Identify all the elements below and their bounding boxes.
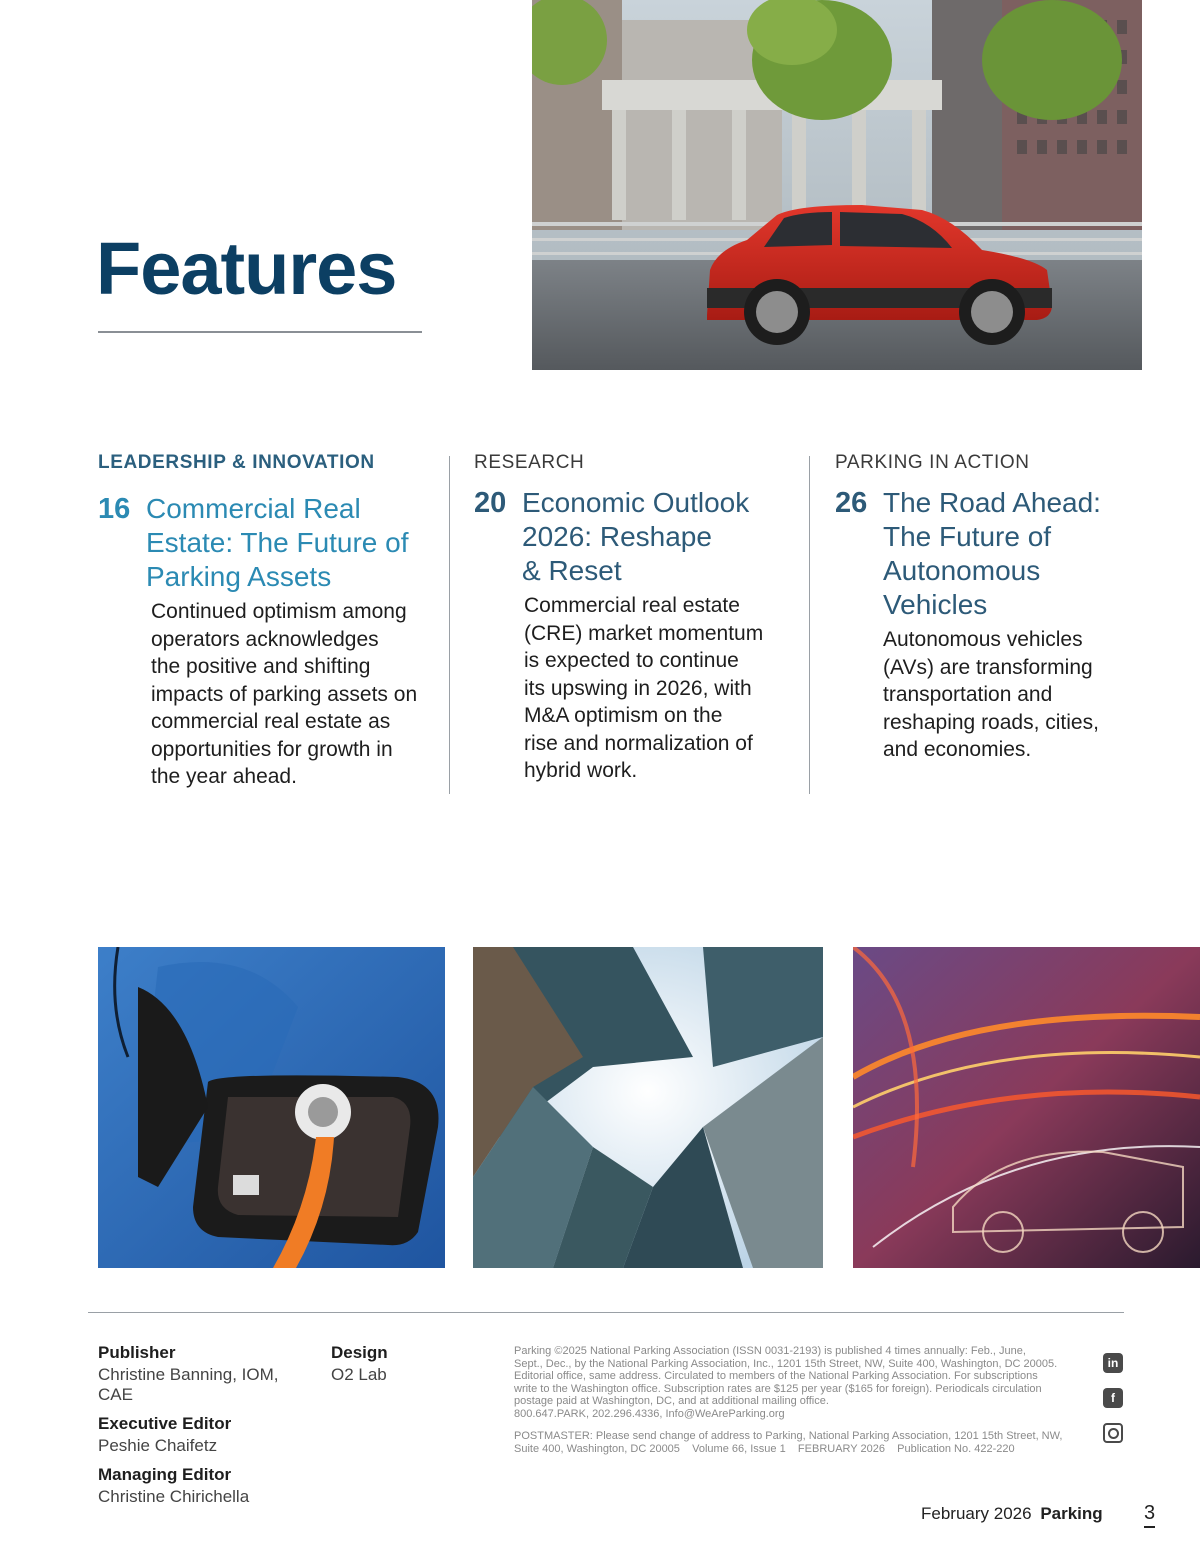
staff-name: Peshie Chaifetz xyxy=(98,1436,218,1455)
description-line: M&A optimism on the xyxy=(524,704,723,727)
section-label: RESEARCH xyxy=(474,452,585,473)
fineprint-line: Parking ©2025 National Parking Association (ISSN 0031-2193) is published 4 times annually: Feb., June, xyxy=(514,1345,1026,1357)
staff-name: Christine Banning, IOM, CAE xyxy=(98,1365,279,1404)
description-line: hybrid work. xyxy=(524,759,638,782)
page-number-folio: 3 xyxy=(1144,1502,1155,1528)
article-title-line: The Future of xyxy=(883,521,1052,552)
publication-info xyxy=(514,1345,1084,1455)
facebook-icon[interactable]: f xyxy=(1103,1388,1123,1408)
linkedin-icon[interactable]: in xyxy=(1103,1353,1123,1373)
staff-role: Design xyxy=(331,1343,388,1362)
article-title[interactable] xyxy=(883,486,1101,622)
feature-column-3 xyxy=(835,452,1125,764)
article-title[interactable] xyxy=(522,486,763,588)
article-description xyxy=(524,592,763,785)
fineprint-line: Editorial office, same address. Circulated to members of the National Parking Association. For subscriptions xyxy=(514,1370,1038,1382)
description-line: operators acknowledges xyxy=(151,627,379,651)
photo-autonomous-vehicle-light-trails xyxy=(853,947,1200,1268)
section-label: PARKING IN ACTION xyxy=(835,452,1030,473)
feature-article-16[interactable] xyxy=(98,492,438,791)
column-divider xyxy=(449,456,450,794)
description-line: commercial real estate as xyxy=(151,710,391,733)
column-divider xyxy=(809,456,810,794)
fineprint-line: 800.647.PARK, 202.296.4336, Info@WeAreParking.org xyxy=(514,1407,785,1420)
article-title-line: Economic Outlook xyxy=(522,487,750,518)
description-line: is expected to continue xyxy=(524,649,739,672)
article-title-line: Commercial Real xyxy=(146,493,361,524)
section-label: LEADERSHIP & INNOVATION xyxy=(98,452,375,473)
staff-name: Christine Chirichella xyxy=(98,1487,250,1506)
issue-date: February 2026 xyxy=(921,1504,1032,1523)
article-title-line: Estate: The Future of xyxy=(146,527,409,558)
article-title-line: Parking Assets xyxy=(146,561,332,592)
description-line: rise and normalization of xyxy=(524,731,753,755)
description-line: its upswing in 2026, with xyxy=(524,676,752,700)
description-line: impacts of parking assets on xyxy=(151,682,418,706)
description-line: the positive and shifting xyxy=(151,655,371,678)
article-title[interactable] xyxy=(146,492,417,594)
description-line: reshaping roads, cities, xyxy=(883,710,1099,734)
description-line: (CRE) market momentum xyxy=(524,621,764,645)
staff-entry xyxy=(98,1414,318,1456)
photo-skyscrapers xyxy=(473,947,823,1268)
description-line: Commercial real estate xyxy=(524,594,740,617)
staff-role: Publisher xyxy=(98,1343,176,1362)
article-title-line: & Reset xyxy=(522,555,622,586)
footer-divider xyxy=(88,1312,1124,1313)
description-line: and economies. xyxy=(883,738,1032,761)
staff-role: Managing Editor xyxy=(98,1465,232,1484)
staff-role: Executive Editor xyxy=(98,1414,232,1433)
page-title: Features xyxy=(96,227,397,310)
staff-entry xyxy=(98,1343,318,1405)
fineprint-line: Suite 400, Washington, DC 20005 Volume 66, Issue 1 FEBRUARY 2026 Publication No. 422-220 xyxy=(514,1442,1015,1455)
staff-entry xyxy=(98,1465,318,1507)
hero-photo-red-suv xyxy=(532,0,1142,370)
page-number: 26 xyxy=(835,487,868,519)
fineprint-line: POSTMASTER: Please send change of address to Parking, National Parking Association, 1201 15th Street, NW, xyxy=(514,1430,1063,1442)
description-line: Continued optimism among xyxy=(151,600,407,623)
staff-name: O2 Lab xyxy=(331,1365,387,1384)
description-line: transportation and xyxy=(883,683,1053,706)
description-line: (AVs) are transforming xyxy=(883,655,1093,679)
photo-ev-charger xyxy=(98,947,445,1268)
fineprint-line: Sept., Dec., by the National Parking Association, Inc., 1201 15th Street, NW, Suite 400, Washington, DC 20005. xyxy=(514,1357,1058,1370)
design-credit xyxy=(331,1343,481,1385)
fineprint-line: postage paid at Washington, DC, and at additional mailing office. xyxy=(514,1395,829,1407)
article-description xyxy=(151,598,417,791)
article-title-line: Vehicles xyxy=(883,589,988,620)
feature-column-1 xyxy=(98,452,438,791)
article-title-line: The Road Ahead: xyxy=(883,487,1101,518)
description-line: Autonomous vehicles xyxy=(883,628,1083,651)
instagram-icon[interactable] xyxy=(1103,1423,1123,1443)
magazine-name: Parking xyxy=(1040,1504,1103,1523)
feature-article-26[interactable] xyxy=(835,486,1125,764)
title-divider xyxy=(98,331,422,333)
staff-box xyxy=(98,1343,318,1507)
article-title-line: 2026: Reshape xyxy=(522,521,712,552)
article-title-line: Autonomous xyxy=(883,555,1041,586)
page-number: 20 xyxy=(474,487,507,519)
page-number: 16 xyxy=(98,493,131,525)
description-line: opportunities for growth in xyxy=(151,737,393,761)
feature-article-20[interactable] xyxy=(474,486,794,785)
fineprint-line: write to the Washington office. Subscription rates are $125 per year ($165 for foreign). Periodicals circulation xyxy=(514,1382,1042,1395)
description-line: the year ahead. xyxy=(151,765,297,788)
folio xyxy=(921,1504,1103,1524)
feature-column-2 xyxy=(474,452,794,785)
article-description xyxy=(883,626,1101,764)
